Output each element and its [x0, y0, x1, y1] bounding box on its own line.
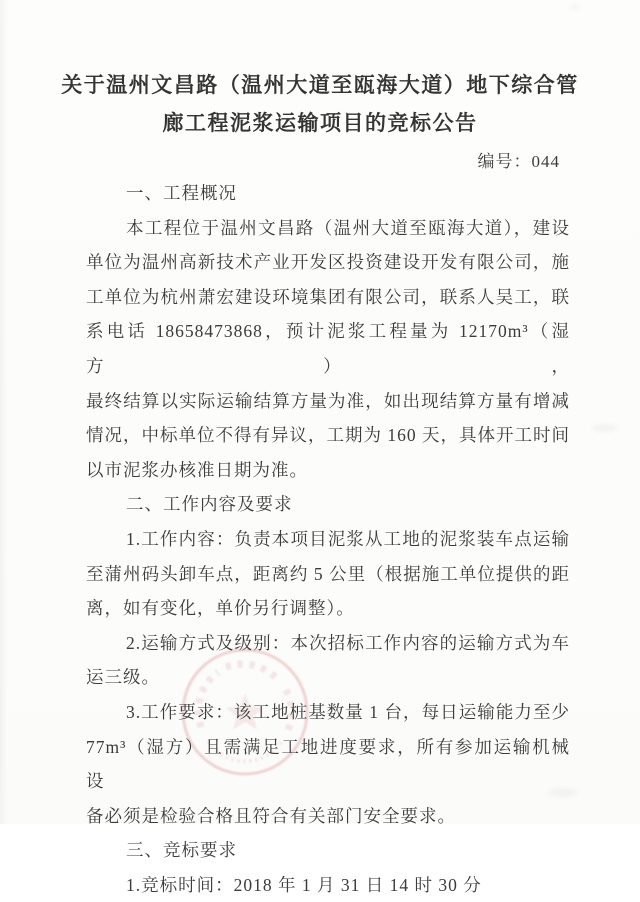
body-line: 离，如有变化，单价另行调整）。 [86, 598, 355, 619]
scan-smudge [570, 4, 580, 10]
document-title-line2: 廊工程泥浆运输项目的竞标公告 [162, 111, 478, 135]
body-line: 1.竞标时间：2018 年 1 月 31 日 14 时 30 分 [126, 874, 482, 895]
body-line: 1.工作内容：负责本项目泥浆从工地的泥浆装车点运输 [126, 528, 570, 549]
body-line: 运三级。 [86, 667, 160, 688]
section-heading: 三、竞标要求 [126, 840, 237, 861]
body-line: 以市泥浆办核准日期为准。 [86, 459, 308, 480]
section-heading: 二、工作内容及要求 [126, 494, 293, 515]
scan-smudge [592, 424, 618, 432]
body-line: 77m³（湿方）且需满足工地进度要求，所有参加运输机械设 [86, 736, 570, 792]
body-line: 单位为温州高新技术产业开发区投资建设开发有限公司，施 [86, 252, 570, 273]
section-heading: 一、工程概况 [126, 183, 237, 203]
body-line: 3.工作要求：该工地桩基数量 1 台，每日运输能力至少 [126, 701, 570, 722]
document-title [0, 66, 640, 142]
document-number: 编号：044 [477, 152, 560, 171]
body-line: 2.运输方式及级别：本次招标工作内容的运输方式为车 [126, 632, 570, 653]
document-title-line1: 关于温州文昌路（温州大道至瓯海大道）地下综合管 [61, 73, 579, 97]
body-line: 工单位为杭州萧宏建设环境集团有限公司，联系人吴工，联 [86, 286, 570, 307]
document-body [86, 176, 570, 902]
body-line: 情况，中标单位不得有异议，工期为 160 天，具体开工时间 [86, 425, 570, 446]
body-line: 本工程位于温州文昌路（温州大道至瓯海大道），建设 [126, 217, 570, 238]
body-line: 最终结算以实际运输结算方量为准，如出现结算方量有增减 [86, 390, 570, 411]
body-line: 备必须是检验合格且符合有关部门安全要求。 [86, 805, 456, 826]
body-line: 系电话 18658473868，预计泥浆工程量为 12170m³（湿方）， [86, 321, 570, 376]
body-line: 至蒲州码头卸车点，距离约 5 公里（根据施工单位提供的距 [86, 563, 570, 584]
